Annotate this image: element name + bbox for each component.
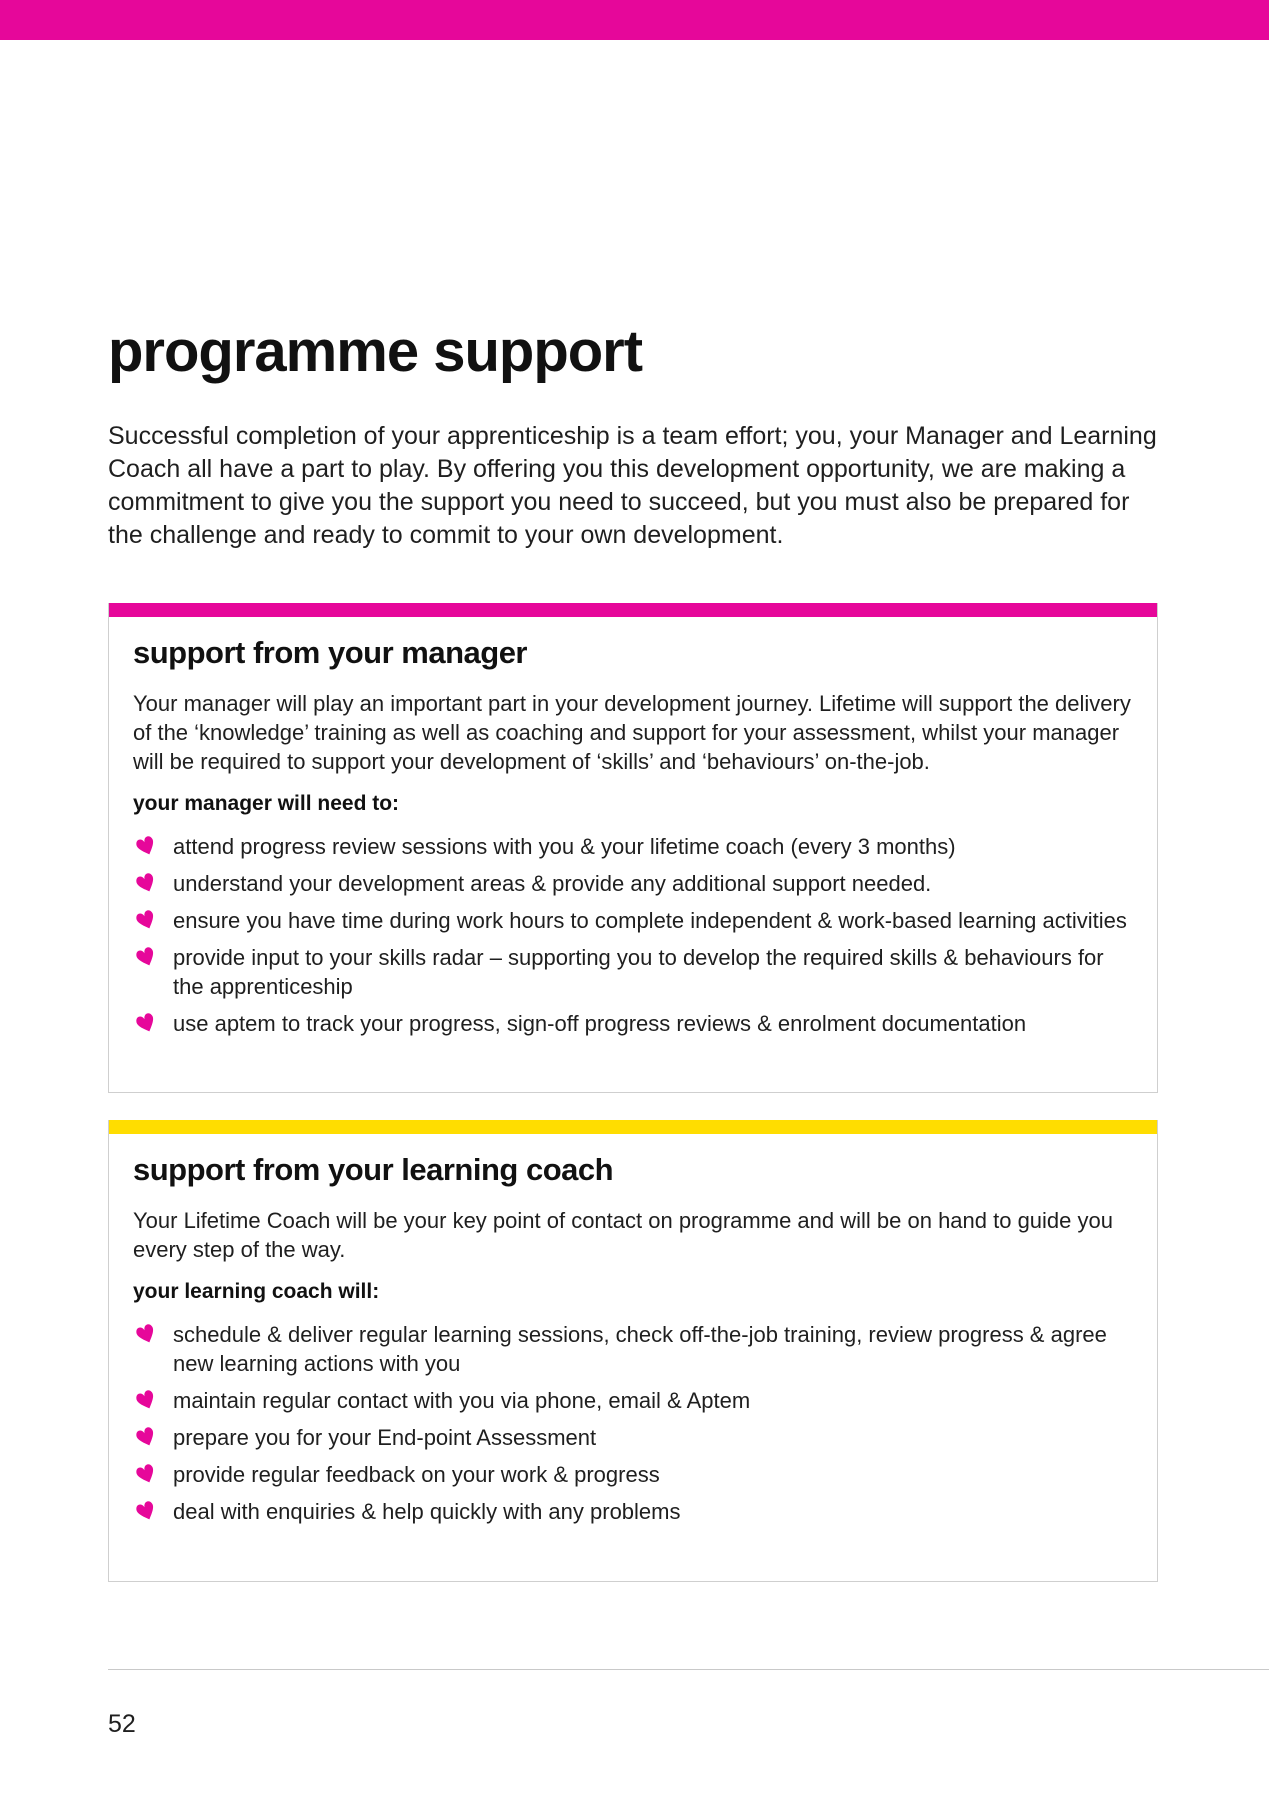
list-item: provide input to your skills radar – supporting you to develop the required skills & behaviours for the apprenticeship [133, 943, 1133, 1001]
manager-subheading: your manager will need to: [133, 792, 400, 815]
panel-accent-bar [109, 1120, 1157, 1134]
panel-accent-bar [109, 603, 1157, 617]
heart-icon [134, 1322, 158, 1346]
list-item: prepare you for your End-point Assessment [133, 1423, 1133, 1452]
intro-paragraph: Successful completion of your apprenticeship is a team effort; you, your Manager and Learning Coach all have a part to play. By offering you this development opportunity, we are making a commitment to give you the support you need to succeed, but you must also be prepared for the challenge and ready to commit to your own development. [108, 422, 1157, 549]
page-number: 52 [108, 1710, 136, 1738]
coach-support-panel [108, 1120, 1158, 1582]
coach-description: Your Lifetime Coach will be your key point of contact on programme and will be on hand to guide you every step of the way. [133, 1208, 1113, 1262]
heart-icon [134, 1499, 158, 1523]
footer-divider [108, 1669, 1269, 1670]
manager-list [133, 832, 1133, 1038]
page-title: programme support [108, 319, 643, 384]
list-item: maintain regular contact with you via phone, email & Aptem [133, 1386, 1133, 1415]
list-item: ensure you have time during work hours to complete independent & work-based learning activities [133, 906, 1133, 935]
list-item: provide regular feedback on your work & progress [133, 1460, 1133, 1489]
list-item: deal with enquiries & help quickly with any problems [133, 1497, 1133, 1526]
heart-icon [134, 834, 158, 858]
heart-icon [134, 1388, 158, 1412]
coach-list [133, 1320, 1133, 1526]
coach-heading: support from your learning coach [133, 1152, 614, 1187]
top-accent-bar [0, 0, 1269, 40]
heart-icon [134, 908, 158, 932]
heart-icon [134, 1425, 158, 1449]
list-item: schedule & deliver regular learning sessions, check off-the-job training, review progress & agree new learning actions with you [133, 1320, 1133, 1378]
list-item: attend progress review sessions with you & your lifetime coach (every 3 months) [133, 832, 1133, 861]
manager-heading: support from your manager [133, 635, 527, 670]
heart-icon [134, 1462, 158, 1486]
list-item: use aptem to track your progress, sign-off progress reviews & enrolment documentation [133, 1009, 1133, 1038]
heart-icon [134, 1011, 158, 1035]
heart-icon [134, 871, 158, 895]
heart-icon [134, 945, 158, 969]
coach-subheading: your learning coach will: [133, 1280, 380, 1303]
manager-description: Your manager will play an important part in your development journey. Lifetime will support the delivery of the ‘knowledge’ training as well as coaching and support for your assessment, whilst your manager will be required to support your development of ‘skills’ and ‘behaviours’ on-the-job. [133, 691, 1131, 774]
manager-support-panel [108, 603, 1158, 1093]
list-item: understand your development areas & provide any additional support needed. [133, 869, 1133, 898]
